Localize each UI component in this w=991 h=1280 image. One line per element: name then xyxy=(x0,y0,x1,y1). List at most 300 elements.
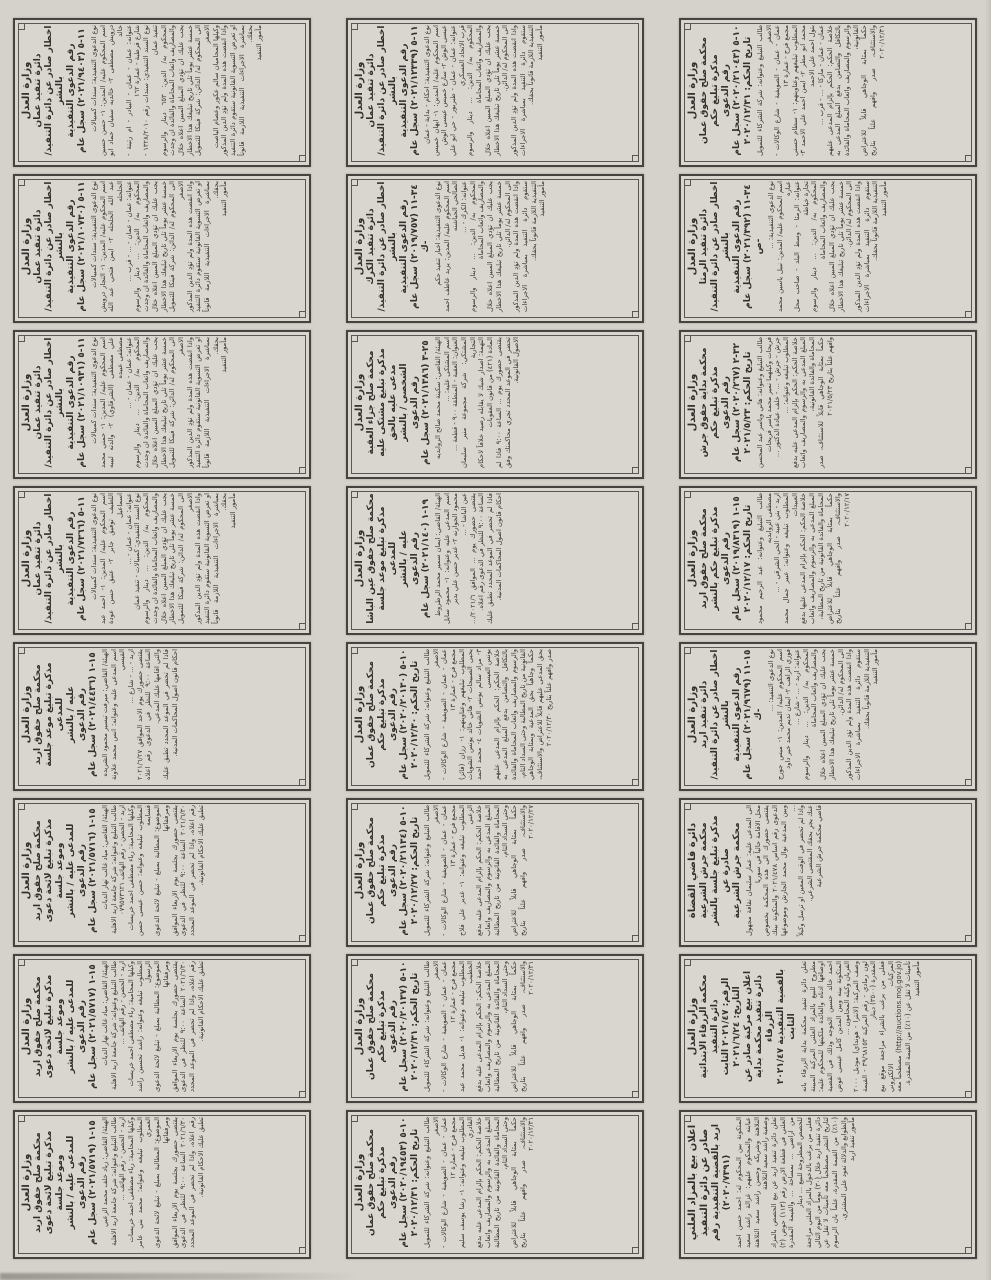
notice-box-c3r1 xyxy=(679,18,977,167)
notice-body-line: عمان - عمان - الصويفية - شارع الوكالات - مجمع فرح - عمارة ١٢ xyxy=(440,961,458,1092)
notice-body xyxy=(434,493,504,624)
notice-body-line: اربد - الحصن - رقم الهاتف ... xyxy=(118,1117,127,1201)
notice-body xyxy=(101,961,205,1092)
notice-title-line: اخطار صادر عن دائرة التنفيذ/ بالنشر xyxy=(44,337,66,468)
notice-title-line: مذكرة تبليغ موعد جلسة للمدعى xyxy=(377,506,399,611)
notice-body-line: نوع الدعوى التنفيذية: سندات كمبيالات xyxy=(90,493,99,600)
notice-title-line: دائرة تنفيذ عمان xyxy=(366,53,377,128)
notice-rotated-content xyxy=(354,649,634,780)
notice-body-line: الهيئة/ القاضي: مياد غالب نهار الديات xyxy=(101,805,109,910)
notice-body-line: عمان - عمان - الصويفية - شارع الوكالات - مجمع فرح - عمارة ١٣ xyxy=(440,805,458,936)
notice-body-line: خلاصة الحكم: الحكم بإلزام المدعى عليه بدفع المبلغ المدعى به والرسوم والمصاريف واتعاب المحاماة والفائدة القانونية من تاريخ المطالبة وحتى السداد التام، xyxy=(475,1117,510,1248)
notice-rotated-content xyxy=(687,1117,967,1248)
notice-body-line: طالب التبليغ وعنوانه: شركة الشركاء للتمويل الاصغر xyxy=(423,649,440,780)
notice-titles xyxy=(687,25,754,156)
notice-rotated-content xyxy=(354,337,634,468)
notice-body xyxy=(756,493,852,624)
notice-body-line: اسم المحكوم عليه/ المدين: ١- حسن حسين درويش مصطفى ٢- خالديه سفيان حماد ابو خالد xyxy=(98,24,125,156)
notice-body-line: المطلوب تبليغه وعنوانه: محمد بني عامر العمري xyxy=(135,1117,153,1248)
notice-body-line: نوع الدعوى التنفيذية: سندات كمبيالات xyxy=(90,337,99,444)
notice-title-line: وزارة العدل xyxy=(354,1153,365,1212)
notice-box-c3r6 xyxy=(679,798,977,947)
notice-box-c3r5 xyxy=(679,642,977,791)
notice-title-line: ١٥-١ (٢٠٢١/٥٧١٦) سجل عام xyxy=(88,808,99,933)
notice-body-line: خلاصة الحكم: الحكم بإلزام المدعى عليهم بالتكافل والتضامن بدفع المبلغ المدعى به والرسوم والمصاريف واتعاب المحاماة والفائدة القانونية، xyxy=(825,25,860,156)
notice-body xyxy=(735,1117,857,1248)
notice-title-line: ١٥-١ (٢٠٢١/٥٧١٩) سجل عام xyxy=(88,1120,99,1245)
notice-title-line: وزارة العدل xyxy=(687,997,698,1056)
notice-frame xyxy=(18,23,306,162)
notice-body-line: التهمة: اصدار شيك لا يقابله رصيد خلافاً لاحكام المادة (٤٢١) من قانون العقوبات xyxy=(477,337,495,468)
notice-title-line: دائرة تنفيذ عمان xyxy=(33,209,44,284)
notice-title-line: عليه / بالنشر xyxy=(66,685,77,744)
notice-title-line: رقم الدعوى xyxy=(77,1000,88,1053)
notice-title-line: رقم الدعوى xyxy=(721,532,732,585)
notice-title-line: محكمة صلح حقوق عمان xyxy=(366,661,377,768)
notice-title-line: مذكرة تبليغ حكم xyxy=(710,366,721,439)
notice-title-line: رقم الدعوى xyxy=(77,1156,88,1209)
notice-body-line: مأمور التنفيذ xyxy=(912,961,921,997)
notice-box-c2r6 xyxy=(346,798,644,947)
notice-titles xyxy=(354,493,432,624)
notice-title-line: تاريخ الحكم: ٢٠٢٠/١٢/٢٧ xyxy=(410,816,421,925)
notice-title-line: وزارة العدل xyxy=(21,1153,32,1212)
notice-body-line: المطلوب تبليغه وعنوانه: عبير جمال محمد العبيدات xyxy=(782,493,799,624)
notice-frame xyxy=(684,647,972,786)
notice-titles xyxy=(21,493,88,624)
notice-titles xyxy=(687,337,754,468)
notice-body-line: وكيلها المحامية: رباء مصطفى احمد خريسات xyxy=(127,805,136,931)
notice-titles xyxy=(21,181,88,312)
notice-body-line: مأمور التنفيذ xyxy=(879,181,888,217)
notice-rotated-content xyxy=(21,961,301,1092)
notice-frame xyxy=(18,647,306,786)
notice-body-line: حكماً وجاهياً بحق المدعية وبمثابة الوجاهي بحق المدعى عليهم قابلاً للاعتراض والاستئناف، صدر وافهم علناً بتاريخ ٢٠٢٠/١٢/٣٠ xyxy=(527,649,553,780)
notice-body-line: وصف المركبة: (لانترا - هونداي) موديل ٢٠٠٠ لون رمادي - رقم المركبة ٣٩/٦٨١٥٣ - القيمة المقدرة (٣٥٠٠) دينار xyxy=(852,960,878,1092)
scan-margin-artifact xyxy=(985,0,991,1280)
notice-frame xyxy=(351,491,639,630)
notice-body-line: المحكوم به/ الدين: ... دينار والرسوم والمصاريف واتعاب المحاماة والفائدة ان وجدت xyxy=(133,337,151,468)
notice-title-line: مذكرة تبليغ حكم xyxy=(710,54,721,127)
notice-body-line: اسم المحكوم عليه/ المدين: يزيد عاطف احمد الصالحي الحباشنه xyxy=(442,181,460,312)
notice-titles xyxy=(687,961,798,1092)
notice-body xyxy=(101,1117,205,1248)
notice-title-line: رقم الدعوى xyxy=(388,844,399,897)
notice-title-line: اخطار صادر عن دائرة التنفيذ/ بالنشر xyxy=(44,493,66,624)
notice-body-line: حكماً بمثابة الوجاهي قابلاً للاعتراض والاستئناف، صدر وافهم علناً بتاريخ ٢٠٢٠/١٢/٣١ xyxy=(509,1117,536,1248)
notice-body-line: الهيئة/ القاضي: مياد غالب نهار الديات xyxy=(101,961,109,1066)
notice-body-line: يقتضى حضورك يوم ... الساعة ٩:٠٠ فاذا لم تحضر في الموعد المحدد تجري محاكمتك وفق الاصول القانونية. xyxy=(494,337,521,468)
notice-body-line: يجب عليك ان تؤدي المبلغ المبين اعلاه خلال خمسة عشر يوماً تلي تاريخ تبليغك هذا الاخطار الى المحكوم له/ الدائن. xyxy=(827,181,854,312)
notice-body xyxy=(756,25,886,156)
notice-title-line: رقم الدعوى xyxy=(410,376,421,429)
notice-title-line: تاريخ الحكم: ٢٠٢٠/١٢/٣١ xyxy=(410,972,421,1081)
notice-body-line: يقتضى حضورك الى هذه المحكمة بخصوص الدعوى رقم اساس ٢٠٢١/٤٧٨ والمتكونة بينك وبين المدعية نوال محمد الجارش وموضوعها ... xyxy=(762,805,797,936)
notice-title-line: دائرة قاضي القضاة xyxy=(687,822,698,919)
notice-body-line: عنوانه: عمان - عمان - طبربور - حي ابو علي قرب الاتحاد العسكري xyxy=(449,25,466,156)
notice-title-line: رقم الدعوى xyxy=(77,688,88,741)
notice-frame xyxy=(684,959,972,1098)
notice-body-line: المطلوب تبليغه وعنوانه: ... xyxy=(782,337,791,414)
notice-frame xyxy=(351,959,639,1098)
notice-body-line: قاضي محكمة جرش الشرعية xyxy=(814,805,823,888)
notice-body-line: حكماً بمثابة الوجاهي قابلاً للاعتراض والاستئناف، صدر وافهم علناً بتاريخ ٢٠٢٠/١٢/٢٧ xyxy=(509,805,536,936)
notice-box-c1r1 xyxy=(13,18,311,167)
notice-body xyxy=(756,337,834,468)
notice-body-line: عنوانه: الكرك - ... xyxy=(460,181,469,233)
notice-body-line: يجب عليك ان تؤدي المبلغ المبين اعلاه خلال خمسة عشر يوماً تلي تاريخ تبليغك هذا الاخطار الى المحكوم له/ الدائن: شركة فينكا للتمويل الاصغر xyxy=(159,493,194,624)
notice-titles xyxy=(354,961,421,1092)
notice-frame xyxy=(351,803,639,942)
notice-body-line: المحكوم به/ الدين: ... دينار والرسوم والمصاريف واتعاب المحاماة xyxy=(466,25,484,156)
notice-box-c3r8 xyxy=(679,1110,977,1259)
notice-body-line: طالب التبليغ وعنوانه: شركة الشركاء للتمويل الاصغر xyxy=(423,805,440,936)
notice-rotated-content xyxy=(687,493,967,624)
notice-body-line: فعلى من يرغب بالشراء مراجعة موقع بيع المركبات الالكتروني (http://auctions.moj.gov.jo) مصطحباً معه تأمينات لا تقل عن (١٠٪) من القيمة المقدرة. xyxy=(878,961,913,1092)
notice-title-line: دائرة تنفيذ الكرك xyxy=(366,208,377,285)
notice-body-line: عين الباشا - ... xyxy=(460,493,469,536)
notice-title-line: وزارة العدل xyxy=(354,685,365,744)
notice-frame xyxy=(351,179,639,318)
notice-frame xyxy=(18,959,306,1098)
notice-title-line: وزارة العدل xyxy=(687,529,698,588)
notice-body-line: نوع السند التنفيذي: كمبيالات - تنفيذ عمان xyxy=(133,493,142,610)
notice-title-line: محكمة صلح حقوق عين الباشا xyxy=(366,493,377,624)
notice-title-line: ١٠-٥ (٢٠٢٠/١٩٤٥٣) سجل عام xyxy=(399,1117,410,1248)
notice-body-line: وكيلها المحاميان سالم عكور وعصام الياصت xyxy=(211,25,220,148)
notice-frame xyxy=(684,1115,972,1254)
notice-title-line: دائرة تنفيذ عمان xyxy=(33,53,44,128)
notice-title-line: مذكرة تبليغ لائحة دعوى وموعد جلسة xyxy=(44,974,66,1079)
notice-body-line: نوع الدعوى التنفيذية: اخبار تنفيذ حكم xyxy=(434,181,442,286)
notice-frame xyxy=(18,803,306,942)
notice-body-line: عمان - عمان - الصويفية - شارع الوكالات - مجمع فرح - عمارة ١٣ xyxy=(440,649,458,780)
notice-title-line: تاريخ الحكم: ٢٠٢٠/١٢/٣٠ xyxy=(410,660,421,769)
notice-body xyxy=(434,337,521,468)
notice-title-line: محكمة صلح حقوق اربد xyxy=(33,976,44,1077)
notice-rotated-content xyxy=(21,337,301,468)
notice-rotated-content xyxy=(354,805,634,936)
notice-body-line: عنوانه: عمان - عمان - ... xyxy=(124,337,133,409)
notice-title-line: رقم الدعوى التنفيذية xyxy=(66,43,77,138)
notice-body-line: نوع السند التنفيذي: سندات رقم ١٣٢٨/٢٠١٠ - تنفيذ عمان xyxy=(142,25,159,156)
notice-body-line: اسم المحكوم عليه/ المدين: ١- حمني محمد علي مصطفى (الشرقاوي) ٢- والدته لبيبه مصطفى عبيده xyxy=(98,337,125,468)
notice-title-line: وزارة العدل xyxy=(21,373,32,432)
notice-body-line: حكماً بمثابة الوجاهي قابلاً للاعتراض والاستئناف، صدر وافهم علناً بتاريخ ٢٠٢٠/١٢/٣١ xyxy=(509,961,536,1092)
notice-body-line: عنوانه: عمان - عمان - البيادر - ام رتينة - شارع قرطبة - عمارة ١٦٢ xyxy=(124,25,142,156)
notice-body-line: مأمور التنفيذ xyxy=(535,25,544,61)
notice-body-line: طالب التبليغ وعنوانه: عبد الرحيم محمود مصطفى الروابديه xyxy=(756,493,773,624)
notice-body-line: فاذا لم تحضر في الموعد المحدد تطبق عليك احكام قانون اصول المحاكمات المدنية. xyxy=(486,493,503,624)
notice-body-line: عمان - عمان - ماركا - ... - قرب ... xyxy=(816,25,825,126)
notice-title-line: مذكرة تبليغ حكم xyxy=(377,834,388,907)
notice-body xyxy=(745,805,823,936)
notice-body xyxy=(423,805,536,936)
notice-body-line: خلاصة الحكم: الحكم بإلزام المدعى عليه بدفع المبلغ المدعى به والرسوم والمصاريف واتعاب المحاماة والفائدة القانونية من تاريخ المطالبة وحتى السداد التام، xyxy=(475,961,510,1092)
notice-title-line: وزارة العدل xyxy=(21,685,32,744)
notice-body-line: نوع الدعوى التنفيذية: سندات كمبيالات xyxy=(90,181,99,288)
notice-title-line: رقم الدعوى التنفيذية xyxy=(66,511,77,606)
notice-box-c1r3 xyxy=(13,330,311,479)
notice-body-line: مأمور التنفيذ xyxy=(229,493,238,529)
notice-body-line: واذا انقضت هذه المدة ولم تؤدِ الدين المذكور ستقوم دائرة التنفيذ بمباشرة الاجراءات التنفيذية اللازمة قانوناً بحقك. xyxy=(853,181,880,312)
notice-title-line: تاريخ الحكم: ٢٠٢١/٥/٢٣ xyxy=(743,351,754,454)
notice-frame xyxy=(18,491,306,630)
notice-title-line: مذكرة تبليغ لائحة دعوى وموعد جلسة xyxy=(44,1130,66,1235)
notice-titles xyxy=(354,25,421,156)
notice-body-line: حكماً بمثابة الوجاهي قابلاً للاعتراض والاستئناف، صدر وافهم علناً بتاريخ ٢٠٢٠/١٢/١٧ xyxy=(825,493,851,624)
notice-body-line: خلاصة الحكم: الحكم بإلزام المدعى عليه بدفع المبلغ المدعى به والرسوم والمصاريف واتعاب المحاماة والفائدة القانونية من تاريخ المطالبة وحتى السداد التام، xyxy=(475,805,510,936)
notice-frame xyxy=(684,803,972,942)
notice-title-line: اخطار صادر عن دائرة التنفيذ/ بالنشر xyxy=(710,181,732,312)
notice-rotated-content xyxy=(21,805,301,936)
notice-body-line: نوع الدعوى التنفيذية: ... xyxy=(767,181,775,249)
notice-title-line: اعلان بيع مركبة صادر عن xyxy=(743,970,754,1083)
notice-title-line: وزارة العدل xyxy=(687,61,698,120)
notice-frame xyxy=(684,335,972,474)
notice-body-line: الى المدعى عليه: عمار سليمان نقافة مجهول محل الاقامة حالياً في سوريا xyxy=(745,805,762,936)
notice-body-line: طالب التبليغ وعنوانه: شركة جامعة اربد الاهلية xyxy=(109,961,118,1090)
notice-body-line: الموضوع: المطالبة بمبلغ - تبليغ لائحة الدعوى ومرفقاتها xyxy=(153,961,170,1092)
notice-body-line: اسم المدعى عليه وعنوانه: انس محمد علاونة القيسي xyxy=(109,649,127,780)
notice-titles xyxy=(354,649,421,780)
notice-title-line: مذكرة تبليغ جلسة بالنشر صادرة عن xyxy=(710,815,732,926)
notice-title-line: وزارة العدل xyxy=(687,217,698,276)
notice-body-line: الهيئة/ القاضي: ايمان سمير محمد الرطروط xyxy=(434,493,442,617)
notice-title-line: دائرة تنفيذ اربد xyxy=(699,680,710,749)
notice-title-line: اخطار صادر عن دائرة التنفيذ/ بالنشر xyxy=(44,181,66,312)
notice-body-line: المطلوب تبليغهم وعناوينهم: ١- رزان (فائز) يحيى الصبيحات ٢- هاني خالد يونس الشويات ٣- مراد سالم يونس الشويات ٤- محمد احمد يونس العيسى xyxy=(457,648,492,780)
notice-body xyxy=(423,25,545,156)
notice-titles xyxy=(354,805,421,936)
notice-body-line: طالب التبليغ وعنوانه: هاني وياسر عبد المحسن فريحات وكيلهما نمير محمد ياسر فريحات xyxy=(756,337,773,468)
notice-box-c1r7 xyxy=(13,954,311,1103)
notice-body-line: عنوانه: الرمثا - وسط البلد - صاحب محل تجارة خياطة xyxy=(793,181,810,312)
notice-title-line: تاريخ الحكم: ٢٠٢٠/١٢/١٧ xyxy=(743,504,754,613)
notice-body-line: واذا انقضت هذه المدة ولم تؤدِ الدين المذكور او تعرض التسوية القانونية ستقوم دائرة التنفيذ بمباشرة الاجراءات التنفيذية اللازمة قانوناً بحقك. xyxy=(185,337,220,468)
notice-body-line: مأمور التنفيذ xyxy=(255,25,264,61)
notice-title-line: تاريخ الحكم: ٢٠٢٠/١٢/٣١ xyxy=(743,36,754,145)
notice-box-c1r5 xyxy=(13,642,311,791)
notice-title-line: ١١-٥ (٢٠٢١/٧٣٦٦) سجل عام xyxy=(77,496,88,621)
notice-box-c2r3 xyxy=(346,330,644,479)
notice-body xyxy=(423,1117,536,1248)
notice-body-line: الهيئة/ القاضي: سكينة محمد صالح الروابديه xyxy=(434,337,442,460)
notice-title-line: ١٥-١١ (٢٠٢١/٩٦٧٩) سجل عام -ك xyxy=(743,649,765,780)
notice-box-c1r2 xyxy=(13,174,311,323)
notice-body xyxy=(101,649,179,780)
notice-body-line: يجب عليك ان تؤدي المبلغ المبين اعلاه خلال خمسة عشر يوماً تلي تاريخ تبليغك هذا الاخطار الى المحكوم له/ الدائن: شركة فينكا للتمويل الاصغر xyxy=(150,337,185,468)
notice-title-line: ١٠-٥ (٢٠٢٠/٢٠١٣٧) سجل عام xyxy=(399,961,410,1092)
notice-body-line: مأمور التنفيذ xyxy=(220,181,229,217)
notice-body-line: المحكوم به/ الدين: ... دينار والرسوم والمصاريف واتعاب المحاماة والفائدة ان وجدت xyxy=(133,181,151,312)
notice-title-line: ١١-٥ (٢٠٢١/١٢٣٣٩) سجل عام xyxy=(410,25,421,156)
notice-body-line: تعلن دائرة تنفيذ اربد عن بيع الحصص بالمزاد العلني في قطعة الارض رقم (١١٣) حوض (٢) من اراضي ... بمساحة ... والقيمة المقدرة للحصص المطروحة للبيع ... دينار xyxy=(770,1116,805,1248)
notice-title-line: ١٥-١ (٢٠٢١/٤٤٣٦) سجل عام xyxy=(88,652,99,777)
notice-body-line: عنوانه: عمان - عمان - ... xyxy=(124,493,133,565)
notice-title-line: رقم الدعوى xyxy=(721,376,732,429)
notice-title-line: محكمة صلح جزاء العقبة xyxy=(366,350,377,455)
notice-title-line: ٢٥-٣ (٢٠٢١/١٣٨٦) سجل عام xyxy=(421,340,432,465)
notice-body-line: نوع الدعوى التنفيذية: سندات كمبيالات xyxy=(90,25,99,132)
notice-rotated-content xyxy=(354,493,634,624)
notice-title-line: دائرة تنفيذ الرمثا xyxy=(699,208,710,285)
notice-body xyxy=(90,337,229,468)
notice-body-line: المشتكي: شركة مجموعة منير سليمان التجارية xyxy=(460,337,477,468)
notice-body-line: وكيلها المحامية: رباء مصطفى احمد خريسات xyxy=(127,1117,136,1243)
notice-body-line: فاذا لم تحضر في الموعد المحدد تطبق عليك احكام قانون اصول المحاكمات المدنية. xyxy=(161,649,179,780)
notice-title-line: اخطار صادر عن دائرة التنفيذ/ بالنشر xyxy=(377,25,399,156)
notice-body-line: طالب التبليغ وعنوانه: شركة الشركاء للتمويل الاصغر xyxy=(756,25,773,156)
notice-body-line: طالب التبليغ وعنوانه: شركة جامعة اربد الاهلية xyxy=(109,805,118,934)
notice-body-line: اربد - الحصن - رقم الهاتف ... xyxy=(118,961,127,1045)
notice-rotated-content xyxy=(354,25,634,156)
notice-body-line: المطلوب تبليغه وعنوانه: راشد تحسين راشد الرسول xyxy=(135,961,153,1092)
notice-title-line: رقم الدعوى xyxy=(388,1156,399,1209)
notice-title-line: مذكرة تبليغ لائحة دعوى وموعد جلسة xyxy=(44,818,66,923)
notices-grid xyxy=(13,18,977,1259)
notice-title-line: محكمة صلح حقوق عمان xyxy=(699,37,710,144)
notice-box-c2r8 xyxy=(346,1110,644,1259)
notice-body xyxy=(767,181,889,312)
notice-title-line: دائرة تنفيذ عمان xyxy=(33,521,44,596)
notice-title-line: وزارة العدل xyxy=(687,685,698,744)
notice-body-line: وكيلها المحامية: رباء مصطفى احمد خريسات xyxy=(127,961,136,1087)
notice-title-line: وزارة العدل xyxy=(21,529,32,588)
notice-box-c3r3 xyxy=(679,330,977,479)
notice-box-c2r7 xyxy=(346,954,644,1103)
notice-frame xyxy=(18,335,306,474)
notice-body-line: المحكوم به/ الدين: ... دينار والرسوم والمصاريف واتعاب المحاماة xyxy=(810,181,828,312)
notice-title-line: اخطار صادر عن دائرة التنفيذ/ بالنشر xyxy=(377,181,399,312)
notice-frame xyxy=(351,647,639,786)
notice-title-line: اخطار صادر عن دائرة التنفيذ/ بالنشر xyxy=(44,25,66,156)
notice-title-line: رقم الدعوى التنفيذية xyxy=(66,199,77,294)
notice-body-line: مأمور التنفيذ xyxy=(538,181,547,217)
notice-title-line: ١٩-١ (٢٠٢١/١٤٠) سجل عام xyxy=(421,498,432,619)
notice-body-line: الموضوع: المطالبة بمبلغ - تبليغ لائحة الدعوى ومرفقاتها xyxy=(153,1117,170,1248)
notice-body xyxy=(800,961,922,1092)
notice-title-line: مذكرة تبليغ حكم xyxy=(377,678,388,751)
notice-rotated-content xyxy=(21,181,301,312)
notice-body-line: واذا انقضت هذه المدة ولم تؤدِ الدين المذكور ستقوم دائرة التنفيذ بمباشرة الاجراءات التنفيذية اللازمة قانوناً بحقك. xyxy=(509,25,536,156)
notice-box-c2r5 xyxy=(346,642,644,791)
notice-titles xyxy=(21,649,99,780)
notice-body-line: عمان - عمان - الصويفية - شارع الوكالات - مجمع فرح - عمارة ١٣ xyxy=(773,25,791,156)
notice-body-line: المتكونة بين المحكوم له: احمد حسن احمد عبابنه والمحكوم عليهم: غزالة راشد سعيد التلاهنة وشريكه وحسن راشد سعيد التلاهنة وصفية راشد سعيد التلاهنة xyxy=(735,1117,770,1248)
notice-body-line: يقتضى حضورك يوم الاحد الموافق ٢٠٢١/٦/٢٧ الساعة ٩:٠٠ للنظر في الدعوى رقم اعلاه والتي اقامها عليك المدعي. xyxy=(135,649,162,780)
notice-title-line: اخطار صادر عن دائرة التنفيذ/ بالنشر xyxy=(710,649,732,780)
notice-body-line: واذا لم تحضر في الوقت المعين او ترسل وكيلاً عنك يجرِ بحقك المقتضى الشرعي. xyxy=(797,805,814,936)
notice-body-line: طالب التبليغ وعنوانه: شركة الشركاء للتمويل الاصغر xyxy=(423,1117,440,1248)
notice-rotated-content xyxy=(687,805,967,936)
notice-title-line: عليه / بالنشر xyxy=(399,529,410,588)
notice-body-line: المطلوب تبليغه وعنوانه: ١- رشا يوسف سليم القادري xyxy=(457,1117,475,1248)
notice-body xyxy=(767,649,880,780)
notice-title-line: محكمة صلح حقوق عمان xyxy=(366,817,377,924)
notice-title-line: محكمة الزرقاء الابتدائية xyxy=(699,974,710,1079)
notice-frame xyxy=(351,1115,639,1254)
notice-body-line: مأمور تنفيذ اربد xyxy=(848,1117,857,1162)
notice-body-line: يقتضى حضورك يوم ... الموافق ٢٠٢١/٦/... الساعة ٩:٠٠ للنظر في الدعوى رقم اعلاه. xyxy=(468,493,486,624)
notice-title-line: ٣٢-٢ (٢٠٢٠/٢٦٧) سجل عام xyxy=(732,342,743,463)
notice-title-line: رقم الدعوى التنفيذية xyxy=(399,43,410,138)
notice-body-line: اربد - بني عبيد - الحي الشرقي - ... xyxy=(773,493,782,593)
notice-title-line: دائرة تنفيذ محكمة بداية الزرقاء xyxy=(754,974,775,1079)
notice-body xyxy=(101,805,205,936)
notice-title-line: محكمة بداية حقوق جرش xyxy=(699,347,710,458)
notice-titles xyxy=(687,1117,733,1248)
notice-title-line: اربد بالقضية التنفيذية رقم (٢٠٢٠/٧٣٩١) xyxy=(711,1124,733,1241)
notice-box-c1r4 xyxy=(13,486,311,635)
notice-body-line: المحكوم به/ الدين: ٦٥٣ دينار والرسوم والمصاريف واتعاب المحاماة والفائدة ان وجدت xyxy=(159,25,177,156)
notice-title-line: رقم الدعوى xyxy=(410,532,421,585)
notice-title-line: وزارة العدل xyxy=(21,217,32,276)
notice-title-line: ١٠-٥ (٢٠٢٠/٢١٠٤٣) سجل عام xyxy=(732,25,743,156)
notice-title-line: رقم الدعوى xyxy=(721,64,732,117)
notice-body-line: المطلوب تبليغهم وعناوينهم: ١- سطام حسني محمد ابو مطر ٢- ايمن احمد علي الاحمد ٣- بتول احمد علي الاحمد xyxy=(790,24,817,156)
notice-body-line: اربد - ... - شارع ... xyxy=(127,649,136,704)
notice-frame xyxy=(18,179,306,318)
notice-body-line: واذا انقضت هذه المدة ولم تؤدِ الدين المذكور او تعرض التسوية القانونية ستقوم دائرة التنفيذ بمباشرة الاجراءات التنفيذية اللازمة قانوناً بحقك. xyxy=(185,181,220,312)
notice-title-line: رقم الدعوى xyxy=(388,688,399,741)
scan-edge-artifact xyxy=(0,1273,360,1280)
notice-body-line: حكماً بمثابة الوجاهي قابلاً للاعتراض والاستئناف، صدر وافهم علناً بتاريخ ٢٠٢٠/١٢/٣١ xyxy=(860,25,886,156)
notice-body xyxy=(90,493,238,624)
notice-title-line: رقم الدعوى xyxy=(388,1000,399,1053)
notice-rotated-content xyxy=(354,181,634,312)
notice-title-line: وزارة العدل xyxy=(354,373,365,432)
notice-title-line: مذكرة تبليغ موعد جلسة للمدعى xyxy=(44,662,66,767)
notice-body-line: عمان - عمان - الصويفية - شارع الوكالات - مجمع فرح - عمارة ١٢ xyxy=(440,1117,458,1248)
notice-body-line: نوع الدعوى التنفيذ: ... xyxy=(767,649,775,712)
notice-titles xyxy=(21,961,99,1092)
notice-title-line: تاريخ الحكم: ٢٠٢٠/١٢/٣١ xyxy=(410,1128,421,1237)
notice-title-line: وزارة العدل xyxy=(354,529,365,588)
notice-body-line: يقتضى حضورك بجلسة يوم الاربعاء الموافق ٢٠٢١/٦/٣٠ الساعة ٩:٠٠ للنظر في الدعوى رقم اعلاه، واذا لم تحضر في الموعد المحدد تطبق عليك الاحكام القانونية. xyxy=(170,1117,205,1248)
notice-rotated-content xyxy=(354,1117,634,1248)
notice-body-line: حكماً بمثابة الوجاهي قابلاً للاستئناف، صدر وافهم علناً بتاريخ ٢٠٢١/٥/٢٣ xyxy=(816,337,834,468)
notice-box-c3r4 xyxy=(679,486,977,635)
notice-title-line: ١٠-٥ (٢٠٢٠/٢٠١٣٠) سجل عام xyxy=(399,649,410,780)
notice-box-c1r6 xyxy=(13,798,311,947)
notice-body-line: المحكوم به/ الدين: ... دينار والرسوم والمصاريف واتعاب المحاماة والفائدة ان وجدت xyxy=(142,493,159,624)
notice-title-line: محكمة صلح حقوق عمان xyxy=(366,1129,377,1236)
notice-rotated-content xyxy=(354,961,634,1092)
notice-box-c2r1 xyxy=(346,18,644,167)
notice-body xyxy=(90,25,264,156)
notice-body-line: المحكوم به/ الدين: ... دينار والرسوم والمصاريف واتعاب المحاماة xyxy=(801,649,819,780)
notice-body-line: اسم المحكوم عليه/ المدين: ١- احمد عبد اللطيف توفيق جابر ٢- عتيق حسن عودة اسماعيل xyxy=(98,493,125,624)
notice-body-line: المطلوب تبليغه وعنوانه: ١- هديل محمد عيد الخطيب xyxy=(457,961,475,1092)
notice-titles xyxy=(354,1117,421,1248)
notice-title-line: بالقضية التنفيذية ٢٠٢١/٤٧ الثابت xyxy=(775,968,797,1085)
notice-body-line: طالب التبليغ وعنوانه: شركة الشركاء للتمويل الاصغر xyxy=(423,961,440,1092)
notice-title-line: محكمة جرش الشرعية xyxy=(732,822,743,919)
notice-title-line: ١١-٥ (٢٠٢١/١٠٧٣٠) سجل عام xyxy=(77,181,88,312)
notice-title-line: محكمة جرش الشرعية xyxy=(699,822,710,919)
notice-frame xyxy=(351,335,639,474)
notice-title-line: رقم الدعوى التنفيذية xyxy=(399,199,410,294)
notice-rotated-content xyxy=(687,181,967,312)
notice-title-line: مذكرة تبليغ حكم xyxy=(377,990,388,1063)
notice-box-c1r8 xyxy=(13,1110,311,1259)
notice-titles xyxy=(687,493,754,624)
notice-titles xyxy=(21,805,99,936)
notice-title-line: الرقم: ٢٠٢١/٤٧ الثابت xyxy=(721,977,732,1076)
notice-box-c3r2 xyxy=(679,174,977,323)
notice-title-line: ١١-٥ (٢٠٢١/٩٤٠٣) سجل عام xyxy=(77,28,88,153)
